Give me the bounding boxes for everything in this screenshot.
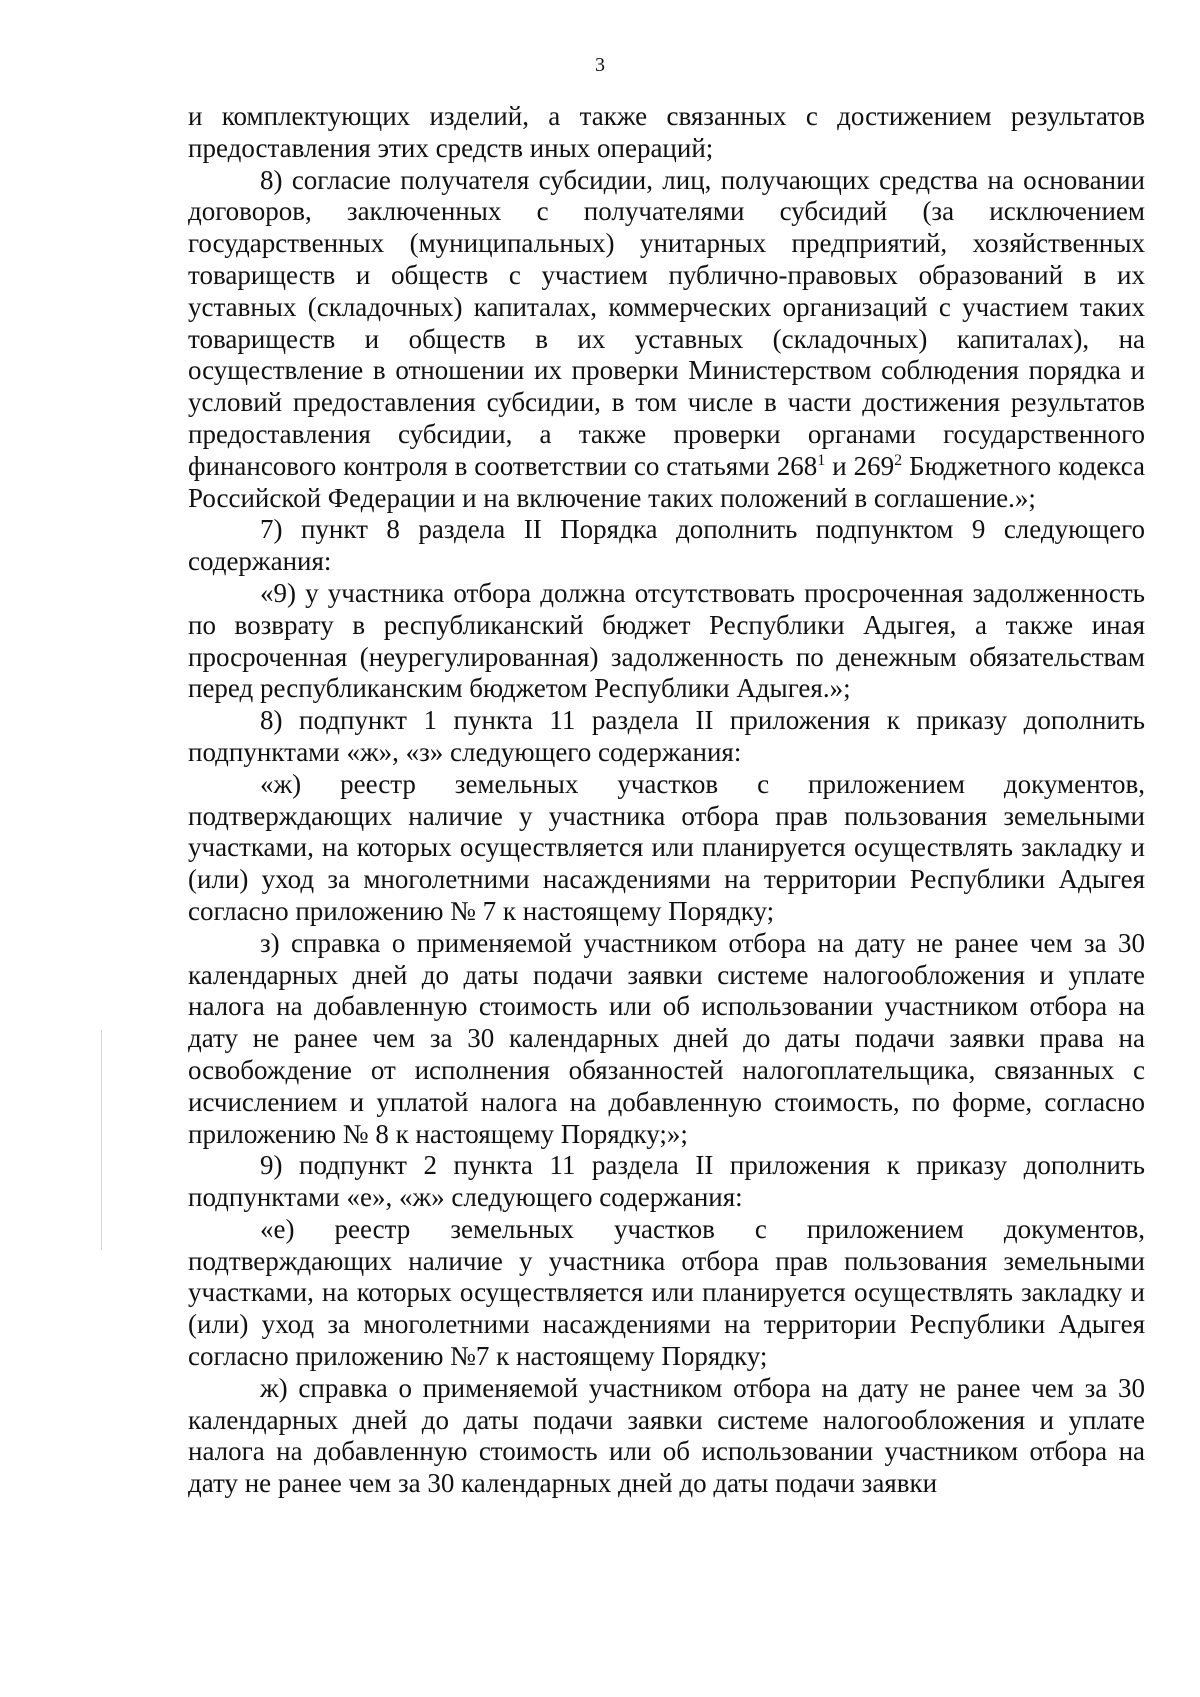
paragraph-item-9: 9) подпункт 2 пункта 11 раздела II приложения к приказу дополнить подпунктами «е», «ж» следующего содержания: xyxy=(188,1150,1145,1213)
page-number: 3 xyxy=(595,54,605,76)
paragraph-quote-zh: «ж) реестр земельных участков с приложением документов, подтверждающих наличие у участника отбора прав пользования земельными участками, на которых осуществляется или планируется осуществлять закладку и (или) уход за многолетними насаждениями на территории Республики Адыгея согласно приложению № 7 к настоящему Порядку; xyxy=(188,768,1145,926)
paragraph-item-8: 8) подпункт 1 пункта 11 раздела II приложения к приказу дополнить подпунктами «ж», «з» следующего содержания: xyxy=(188,705,1145,767)
paragraph-text: Бюджетного кодекса Российской Федерации и на включение таких положений в соглашение.»; xyxy=(188,450,1146,513)
paragraph-item-7: 7) пункт 8 раздела II Порядка дополнить подпунктом 9 следующего содержания: xyxy=(188,514,1145,577)
paragraph-quote-e: «е) реестр земельных участков с приложением документов, подтверждающих наличие у участника отбора прав пользования земельными участками, на которых осуществляется или планируется осуществлять закладку и (или) уход за многолетними насаждениями на территории Республики Адыгея согласно приложению №7 к настоящему Порядку; xyxy=(188,1213,1145,1372)
paragraph-quote-z: з) справка о применяемой участником отбора на дату не ранее чем за 30 календарных дней до даты подачи заявки системе налогообложения и уплате налога на добавленную стоимость или об использовании участником отбора на дату не ранее чем за 30 календарных дней до даты подачи заявки права на освобождение от исполнения обязанностей налогоплательщика, связанных с исчислением и уплатой налога на добавленную стоимость, по форме, согласно приложению № 8 к настоящему Порядку;»; xyxy=(188,927,1145,1149)
paragraph-item-8-consent xyxy=(188,165,1145,515)
paragraph-quote-9: «9) у участника отбора должна отсутствовать просроченная задолженность по возврату в республиканский бюджет Республики Адыгея, а также иная просроченная (неурегулированная) задолженность по денежным обязательствам перед республиканским бюджетом Республики Адыгея.»; xyxy=(188,577,1145,704)
scan-margin-mark xyxy=(101,1030,102,1250)
paragraph-text: 8) согласие получателя субсидии, лиц, получающих средства на основании договоров, заключенных с получателями субсидий (за исключением государственных (муниципальных) унитарных предприятий, хозяйственных товариществ и обществ с участием публично-правовых образований в их уставных (складочных) капиталах, коммерческих организаций с участием таких товариществ и обществ в их уставных (складочных) капиталах), на осуществление в отношении их проверки Министерством соблюдения порядка и условий предоставления субсидии, в том числе в части достижения результатов предоставления субсидии, а также проверки органами государственного финансового контроля в соответствии со статьями xyxy=(188,164,1145,481)
conjunction: и xyxy=(832,450,847,481)
article-superscript: 2 xyxy=(894,451,903,469)
paragraph-continuation: и комплектующих изделий, а также связанных с достижением результатов предоставления этих средств иных операций; xyxy=(188,101,1145,163)
paragraph-quote-zh-2: ж) справка о применяемой участником отбора на дату не ранее чем за 30 календарных дней до даты подачи заявки системе налогообложения и уплате налога на добавленную стоимость или об использовании участником отбора на дату не ранее чем за 30 календарных дней до даты подачи заявки xyxy=(188,1372,1145,1499)
article-number: 268 xyxy=(776,450,818,481)
document-body xyxy=(188,101,1145,1500)
article-superscript: 1 xyxy=(817,451,826,469)
article-number: 269 xyxy=(853,450,895,481)
